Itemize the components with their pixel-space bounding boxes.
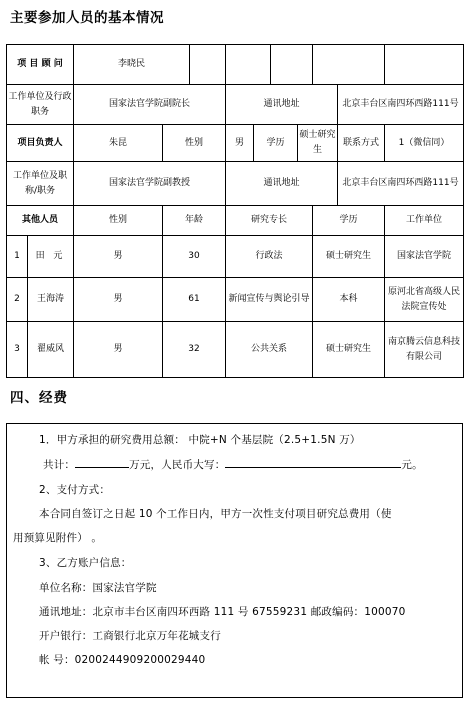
member-name: 翟威风 [28, 322, 74, 378]
leader-address-value: 北京丰台区南四环西路111号 [338, 162, 464, 206]
empty-cell [313, 45, 385, 85]
sum-end: 元。 [401, 459, 423, 471]
empty-cell [190, 45, 226, 85]
staff-table [6, 44, 464, 378]
member-specialty: 公共关系 [226, 322, 313, 378]
amount-blank [75, 457, 129, 468]
account-bank: 开户银行：工商银行北京万年花城支行 [39, 630, 221, 642]
account-address: 通讯地址：北京市丰台区南四环西路 111 号 67559231 邮政编码：100070 [39, 606, 406, 618]
members-header: 其他人员 [7, 206, 74, 236]
member-gender: 男 [74, 236, 163, 278]
leader-contact: 1（微信同） [385, 125, 464, 162]
member-gender: 男 [74, 278, 163, 322]
advisor-address-value: 北京丰台区南四环西路111号 [338, 85, 464, 125]
payment-heading: 2、支付方式： [39, 484, 111, 496]
member-unit: 原河北省高级人民法院宣传处 [385, 278, 464, 322]
member-edu: 硕士研究生 [313, 322, 385, 378]
table-row [7, 278, 464, 322]
leader-unit-label: 工作单位及职称/职务 [7, 162, 74, 206]
leader-contact-label: 联系方式 [338, 125, 385, 162]
leader-edu-label: 学历 [254, 125, 298, 162]
member-edu: 硕士研究生 [313, 236, 385, 278]
empty-cell [226, 45, 271, 85]
member-age: 61 [163, 278, 226, 322]
payment-text: 本合同自签订之日起 10 个工作日内，甲方一次性支付项目研究总费用（使 [39, 508, 392, 520]
sum-label: 共计： [43, 459, 76, 471]
funding-sum-line [43, 457, 423, 472]
leader-edu: 硕士研究生 [298, 125, 338, 162]
member-age: 30 [163, 236, 226, 278]
member-name: 王海涛 [28, 278, 74, 322]
leader-unit-value: 国家法官学院副教授 [74, 162, 226, 206]
advisor-unit-value: 国家法官学院副院长 [74, 85, 226, 125]
account-heading: 3、乙方账户信息： [39, 557, 132, 569]
advisor-label: 项 目 顾 问 [7, 45, 74, 85]
member-gender: 男 [74, 322, 163, 378]
table-row [7, 206, 464, 236]
edu-header: 学历 [313, 206, 385, 236]
funding-title: 四、经费 [10, 390, 68, 406]
member-name: 田 元 [28, 236, 74, 278]
payment-text-cont: 用预算见附件） 。 [13, 532, 103, 544]
funding-total: 1．甲方承担的研究费用总额： 中院+N 个基层院（2.5+1.5N 万） [39, 434, 361, 446]
specialty-header: 研究专长 [226, 206, 313, 236]
leader-gender-label: 性别 [163, 125, 226, 162]
table-row [7, 45, 464, 85]
section-title: 主要参加人员的基本情况 [10, 10, 164, 26]
table-row [7, 85, 464, 125]
table-row [7, 322, 464, 378]
member-age: 32 [163, 322, 226, 378]
empty-cell [271, 45, 313, 85]
table-row [7, 236, 464, 278]
advisor-unit-label: 工作单位及行政职务 [7, 85, 74, 125]
funding-box [6, 423, 463, 698]
age-header: 年龄 [163, 206, 226, 236]
member-no: 1 [7, 236, 28, 278]
leader-name: 朱昆 [74, 125, 163, 162]
member-unit: 南京腾云信息科技有限公司 [385, 322, 464, 378]
sum-unit-label: 万元，人民币大写： [129, 459, 226, 471]
member-specialty: 行政法 [226, 236, 313, 278]
unit-header: 工作单位 [385, 206, 464, 236]
table-row [7, 162, 464, 206]
member-unit: 国家法官学院 [385, 236, 464, 278]
account-name: 单位名称：国家法官学院 [39, 582, 157, 594]
member-specialty: 新闻宣传与舆论引导 [226, 278, 313, 322]
leader-gender: 男 [226, 125, 254, 162]
amount-words-blank [225, 457, 401, 468]
leader-address-label: 通讯地址 [226, 162, 338, 206]
advisor-address-label: 通讯地址 [226, 85, 338, 125]
member-no: 3 [7, 322, 28, 378]
gender-header: 性别 [74, 206, 163, 236]
table-row [7, 125, 464, 162]
advisor-name: 李晓民 [74, 45, 190, 85]
account-number: 帐 号：0200244909200029440 [39, 654, 206, 666]
member-edu: 本科 [313, 278, 385, 322]
empty-cell [385, 45, 464, 85]
leader-label: 项目负责人 [7, 125, 74, 162]
member-no: 2 [7, 278, 28, 322]
